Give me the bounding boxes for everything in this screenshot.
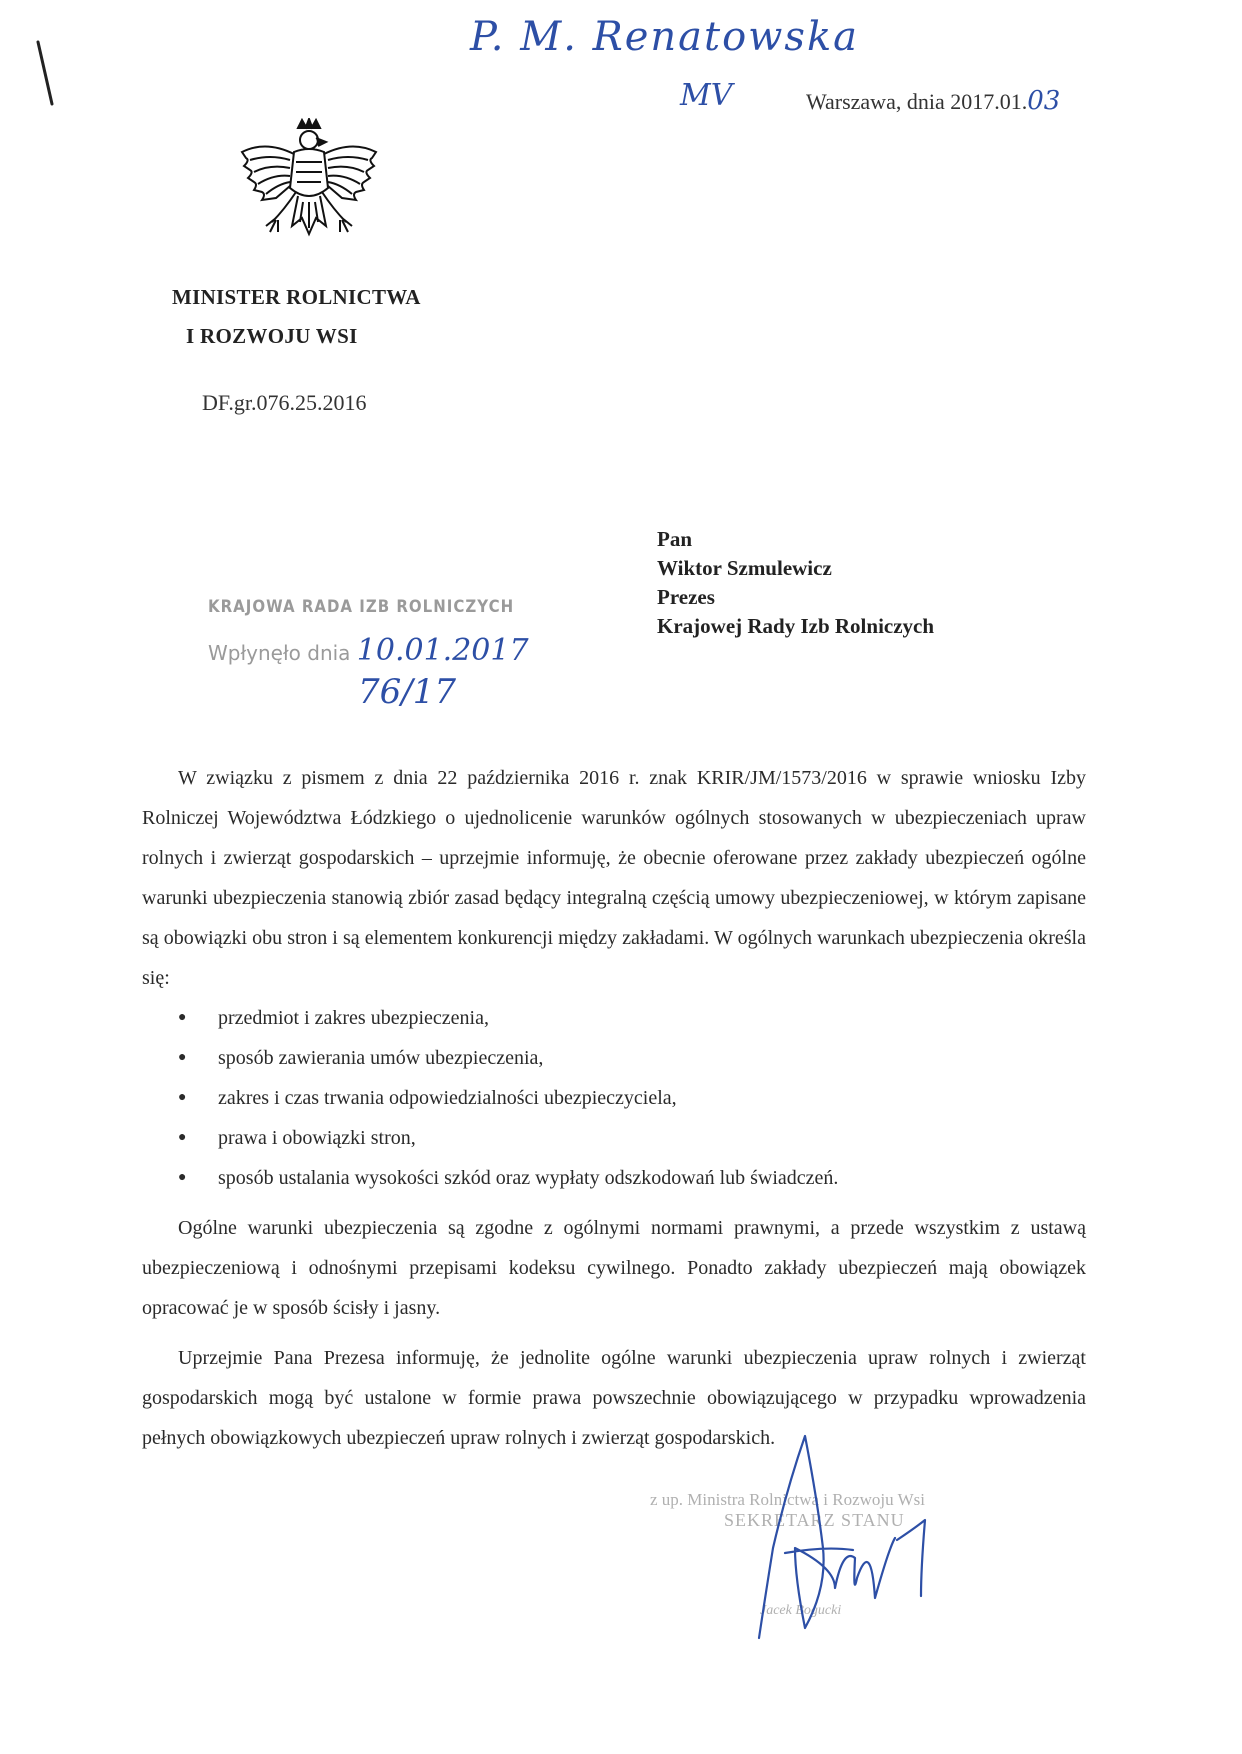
handwritten-initials: MV (680, 78, 733, 113)
stamp-received-line (208, 633, 529, 668)
bullet-icon: ● (178, 1050, 187, 1065)
letter-body (142, 758, 1086, 1458)
list-item-text: przedmiot i zakres ubezpieczenia, (218, 1007, 489, 1029)
bullet-icon: ● (178, 1170, 187, 1185)
handwritten-signature (725, 1428, 965, 1658)
list-item (142, 1118, 1086, 1158)
received-stamp (208, 596, 529, 712)
signature-authority-line: z up. Ministra Rolnictwa i Rozwoju Wsi (650, 1490, 925, 1509)
list-item-text: sposób zawierania umów ubezpieczenia, (218, 1047, 544, 1069)
polish-eagle-emblem-icon (236, 118, 382, 264)
body-paragraph-2: Ogólne warunki ubezpieczenia są zgodne z ogólnymi normami prawnymi, a przede wszystkim z ustawą ubezpieczeniową i odnośnymi przepisami kodeksu cywilnego. Ponadto zakłady ubezpieczeń mają obowiązek opracować je w sposób ścisły i jasny. (142, 1217, 1086, 1319)
body-paragraph-1: W związku z pismem z dnia 22 października 2016 r. znak KRIR/JM/1573/2016 w sprawie wniosku Izby Rolniczej Województwa Łódzkiego o ujednolicenie warunków ogólnych stosowanych w ubezpieczeniach upraw rolnych i zwierząt gospodarskich – uprzejmie informuję, że obecnie oferowane przez zakłady ubezpieczeń ogólne warunki ubezpieczenia stanowią zbiór zasad będący integralną częścią umowy ubezpieczeniowej, w którym zapisane są obowiązki obu stron i są elementem konkurencji między zakładami. W ogólnych warunkach ubezpieczenia określa się: (142, 767, 1086, 989)
recipient-line3: Prezes (657, 585, 715, 609)
recipient-line1: Pan (657, 527, 693, 551)
letter-date (806, 86, 1060, 116)
list-item-text: sposób ustalania wysokości szkód oraz wypłaty odszkodowań lub świadczeń. (218, 1167, 839, 1189)
list-item (142, 1078, 1086, 1118)
signature-name: Jacek Bogucki (760, 1603, 842, 1618)
bullet-icon: ● (178, 1010, 187, 1025)
list-item (142, 1038, 1086, 1078)
ministry-line1: MINISTER ROLNICTWA (172, 285, 421, 309)
recipient-line2: Wiktor Szmulewicz (657, 556, 832, 580)
date-day-handwritten: 03 (1027, 86, 1061, 116)
conditions-list (142, 998, 1086, 1198)
stamp-register-number: 76/17 (358, 672, 456, 712)
margin-pen-stroke (0, 0, 80, 120)
handwritten-note: P. M. Renatowska (470, 14, 860, 60)
list-item (142, 1158, 1086, 1198)
list-item-text: prawa i obowiązki stron, (218, 1127, 416, 1149)
list-item-text: zakres i czas trwania odpowiedzialności ubezpieczyciela, (218, 1087, 677, 1109)
recipient-line4: Krajowej Rady Izb Rolniczych (657, 614, 935, 638)
date-prefix: Warszawa, dnia 2017.01. (806, 89, 1028, 114)
body-paragraph-3: Uprzejmie Pana Prezesa informuję, że jednolite ogólne warunki ubezpieczenia upraw rolnych i zwierząt gospodarskich mogą być ustalone w formie prawa powszechnie obowiązującego w przypadku wprowadzenia pełnych obowiązkowych ubezpieczeń upraw rolnych i zwierząt gospodarskich. (142, 1347, 1086, 1449)
stamp-received-date: 10.01.2017 (356, 633, 529, 668)
ministry-line2: I ROZWOJU WSI (186, 324, 358, 348)
stamp-received-label: Wpłynęło dnia (208, 641, 351, 665)
ministry-heading (172, 285, 421, 363)
stamp-organization: KRAJOWA RADA IZB ROLNICZYCH (208, 595, 515, 617)
list-item (142, 998, 1086, 1038)
bullet-icon: ● (178, 1130, 187, 1145)
signature-title: SEKRETARZ STANU (724, 1510, 905, 1530)
recipient-address (657, 525, 934, 641)
bullet-icon: ● (178, 1090, 187, 1105)
reference-number: DF.gr.076.25.2016 (202, 390, 367, 415)
